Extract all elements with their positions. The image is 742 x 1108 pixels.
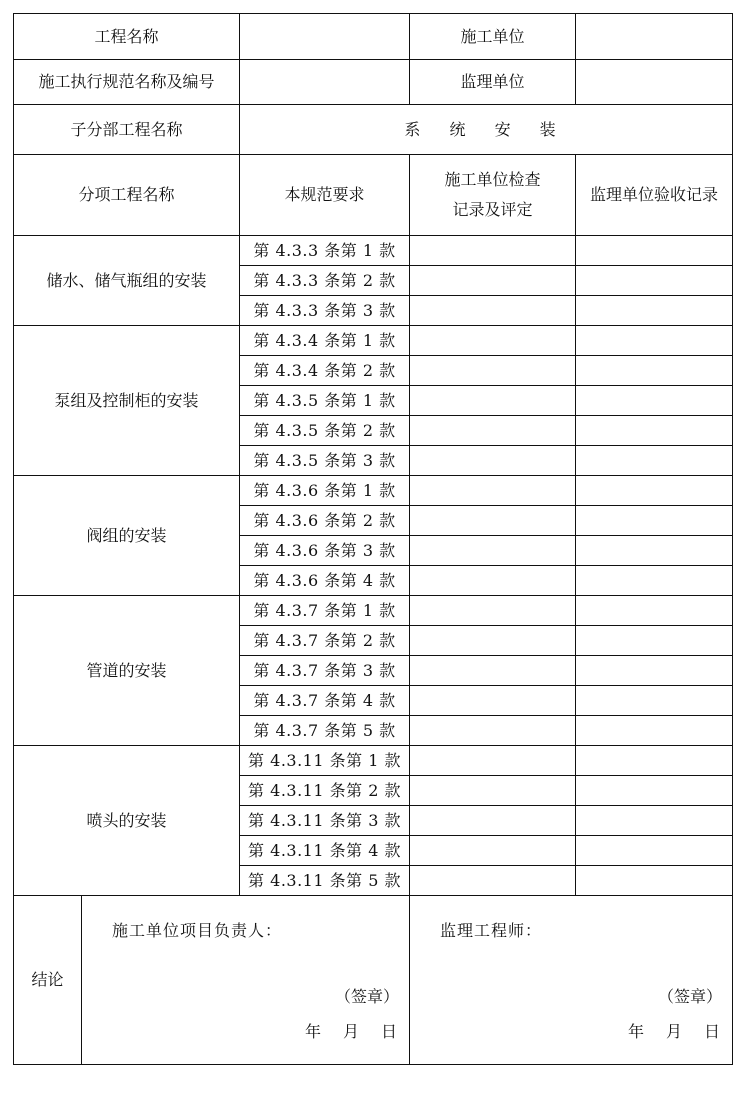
contractor-sign-label: 施工单位项目负责人： [112,921,283,940]
clause-reference: 第 4.3.3 条第 2 款 [240,266,410,296]
item-group-name: 泵组及控制柜的安装 [14,326,240,476]
contractor-check-cell[interactable] [410,236,576,266]
col-contractor-check-line1: 施工单位检查 [444,170,541,189]
supervisor-field[interactable] [576,60,733,105]
contractor-label: 施工单位 [410,14,576,60]
contractor-check-cell[interactable] [410,686,576,716]
supervisor-record-cell[interactable] [576,266,733,296]
contractor-check-cell[interactable] [410,656,576,686]
header-row-2 [14,60,733,105]
supervisor-record-cell[interactable] [576,626,733,656]
contractor-field[interactable] [576,14,733,60]
item-row [14,236,733,266]
clause-reference: 第 4.3.6 条第 4 款 [240,566,410,596]
contractor-check-cell[interactable] [410,746,576,776]
contractor-check-cell[interactable] [410,596,576,626]
conclusion-label: 结论 [14,896,82,1065]
clause-reference: 第 4.3.4 条第 2 款 [240,356,410,386]
acceptance-form [13,13,732,1098]
contractor-check-cell[interactable] [410,266,576,296]
clause-reference: 第 4.3.6 条第 2 款 [240,506,410,536]
col-item-name: 分项工程名称 [14,155,240,236]
supervisor-record-cell[interactable] [576,776,733,806]
contractor-check-cell[interactable] [410,626,576,656]
contractor-seal-label: （签章） [335,987,400,1006]
supervisor-record-cell[interactable] [576,356,733,386]
clause-reference: 第 4.3.11 条第 2 款 [240,776,410,806]
contractor-check-cell[interactable] [410,836,576,866]
header-row-1 [14,14,733,60]
clause-reference: 第 4.3.5 条第 2 款 [240,416,410,446]
date-year: 年 [627,1022,646,1041]
date-day: 日 [704,1022,723,1041]
contractor-date [305,1021,399,1043]
contractor-check-cell[interactable] [410,356,576,386]
supervisor-record-cell[interactable] [576,536,733,566]
clause-reference: 第 4.3.7 条第 2 款 [240,626,410,656]
item-group-name: 管道的安装 [14,596,240,746]
col-supervisor-record: 监理单位验收记录 [576,155,733,236]
form-table [13,13,733,1065]
supervisor-record-cell[interactable] [576,386,733,416]
project-name-label: 工程名称 [14,14,240,60]
spec-label: 施工执行规范名称及编号 [14,60,240,105]
contractor-check-cell[interactable] [410,386,576,416]
contractor-check-cell[interactable] [410,506,576,536]
contractor-check-cell[interactable] [410,776,576,806]
clause-reference: 第 4.3.6 条第 1 款 [240,476,410,506]
contractor-check-cell[interactable] [410,536,576,566]
col-contractor-check [410,155,576,236]
supervisor-record-cell[interactable] [576,446,733,476]
conclusion-row [14,896,733,1065]
item-row [14,596,733,626]
date-year: 年 [304,1022,323,1041]
supervisor-record-cell[interactable] [576,476,733,506]
supervisor-record-cell[interactable] [576,866,733,896]
supervisor-record-cell[interactable] [576,596,733,626]
spec-field[interactable] [240,60,410,105]
clause-reference: 第 4.3.7 条第 4 款 [240,686,410,716]
item-group-name: 储水、储气瓶组的安装 [14,236,240,326]
supervisor-record-cell[interactable] [576,296,733,326]
clause-reference: 第 4.3.11 条第 4 款 [240,836,410,866]
supervisor-record-cell[interactable] [576,686,733,716]
supervisor-date [628,1021,722,1043]
contractor-check-cell[interactable] [410,866,576,896]
contractor-check-cell[interactable] [410,296,576,326]
clause-reference: 第 4.3.3 条第 3 款 [240,296,410,326]
supervisor-sign-label: 监理工程师： [440,921,543,940]
column-header-row [14,155,733,236]
clause-reference: 第 4.3.11 条第 3 款 [240,806,410,836]
supervisor-record-cell[interactable] [576,416,733,446]
supervisor-record-cell[interactable] [576,806,733,836]
date-month: 月 [342,1022,361,1041]
contractor-sign-cell[interactable] [82,896,410,1065]
supervisor-record-cell[interactable] [576,656,733,686]
supervisor-record-cell[interactable] [576,746,733,776]
date-day: 日 [381,1022,400,1041]
date-month: 月 [666,1022,685,1041]
clause-reference: 第 4.3.6 条第 3 款 [240,536,410,566]
supervisor-record-cell[interactable] [576,326,733,356]
supervisor-record-cell[interactable] [576,566,733,596]
supervisor-record-cell[interactable] [576,236,733,266]
clause-reference: 第 4.3.5 条第 1 款 [240,386,410,416]
contractor-check-cell[interactable] [410,326,576,356]
supervisor-record-cell[interactable] [576,836,733,866]
clause-reference: 第 4.3.7 条第 1 款 [240,596,410,626]
clause-reference: 第 4.3.11 条第 5 款 [240,866,410,896]
contractor-check-cell[interactable] [410,416,576,446]
clause-reference: 第 4.3.7 条第 5 款 [240,716,410,746]
subdivision-label: 子分部工程名称 [14,105,240,155]
supervisor-label: 监理单位 [410,60,576,105]
item-row [14,326,733,356]
subdivision-row [14,105,733,155]
clause-reference: 第 4.3.3 条第 1 款 [240,236,410,266]
item-group-name: 喷头的安装 [14,746,240,896]
supervisor-record-cell[interactable] [576,506,733,536]
supervisor-sign-cell[interactable] [410,896,733,1065]
contractor-check-cell[interactable] [410,806,576,836]
contractor-check-cell[interactable] [410,476,576,506]
contractor-check-cell[interactable] [410,446,576,476]
subdivision-value: 系 统 安 装 [240,105,733,155]
contractor-check-cell[interactable] [410,566,576,596]
supervisor-seal-label: （签章） [658,987,723,1006]
contractor-check-cell[interactable] [410,716,576,746]
clause-reference: 第 4.3.4 条第 1 款 [240,326,410,356]
clause-reference: 第 4.3.11 条第 1 款 [240,746,410,776]
clause-reference: 第 4.3.5 条第 3 款 [240,446,410,476]
col-requirement: 本规范要求 [240,155,410,236]
item-row [14,476,733,506]
supervisor-record-cell[interactable] [576,716,733,746]
clause-reference: 第 4.3.7 条第 3 款 [240,656,410,686]
item-row [14,746,733,776]
project-name-field[interactable] [240,14,410,60]
item-group-name: 阀组的安装 [14,476,240,596]
col-contractor-check-line2: 记录及评定 [452,200,533,219]
